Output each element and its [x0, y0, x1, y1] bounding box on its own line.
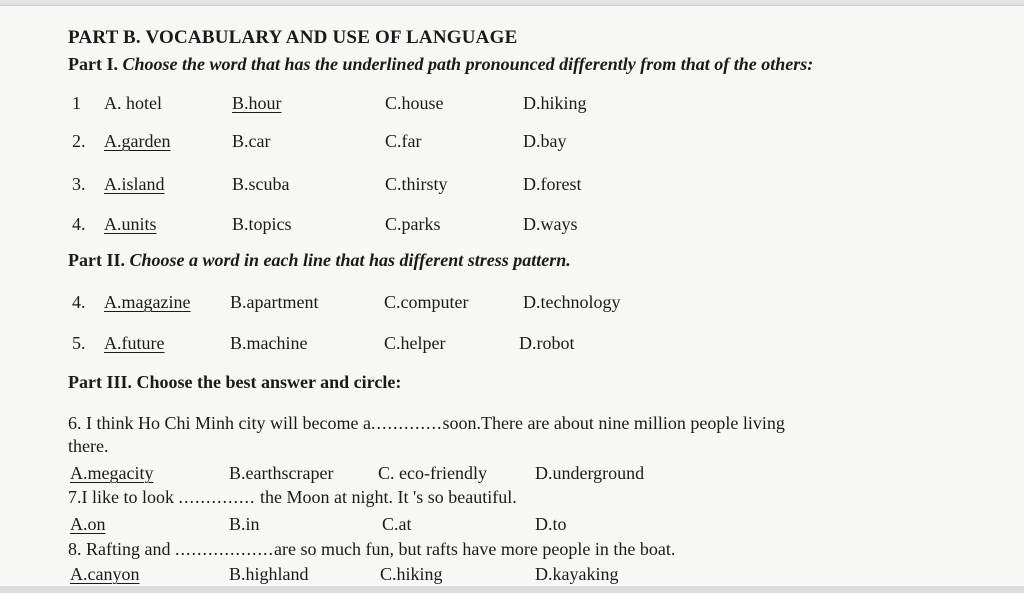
option-d[interactable]: D.forest	[523, 174, 582, 194]
option-d[interactable]: D.technology	[523, 292, 621, 312]
stem-end: the Moon at night. It 's so beautiful.	[260, 487, 517, 507]
option-b[interactable]: B.earthscraper	[229, 463, 334, 483]
question-number: 4.	[72, 214, 86, 234]
option-d[interactable]: D.ways	[523, 214, 578, 234]
option-c[interactable]: C.hiking	[380, 564, 443, 584]
option-a[interactable]: A.island	[104, 174, 165, 194]
option-b[interactable]: B.car	[232, 131, 271, 151]
option-d[interactable]: D.to	[535, 514, 567, 534]
option-b[interactable]: B.apartment	[230, 292, 319, 312]
option-a[interactable]: A.units	[104, 214, 157, 234]
question-number: 4.	[72, 292, 86, 312]
part1-heading: Part I.	[68, 54, 118, 74]
option-a[interactable]: A.magazine	[104, 292, 191, 312]
option-d[interactable]: D.hiking	[523, 93, 587, 113]
stem-end: are so much fun, but rafts have more people in the boat.	[273, 539, 676, 559]
section-title: PART B. VOCABULARY AND USE OF LANGUAGE	[68, 27, 518, 48]
answer-blank[interactable]: .............	[370, 413, 443, 433]
option-a[interactable]: A.garden	[104, 131, 171, 151]
question-stem	[68, 539, 675, 560]
stem-start: 6. I think Ho Chi Minh city will become a	[68, 413, 371, 433]
stem-start: 8. Rafting and	[68, 539, 171, 559]
option-d[interactable]: D.robot	[519, 333, 575, 353]
option-a[interactable]: A.megacity	[70, 463, 154, 483]
part1-instruction-text: Choose the word that has the underlined path pronounced differently from that of the others:	[122, 54, 814, 74]
stem-start: 7.I like to look	[68, 487, 174, 507]
option-b[interactable]: B.topics	[232, 214, 292, 234]
option-b[interactable]: B.in	[229, 514, 260, 534]
stem-continuation: there.	[68, 436, 109, 456]
option-d[interactable]: D.bay	[523, 131, 567, 151]
option-b[interactable]: B.highland	[229, 564, 309, 584]
option-a[interactable]: A.future	[104, 333, 165, 353]
option-a[interactable]: A. hotel	[104, 93, 162, 113]
option-a[interactable]: A.on	[70, 514, 106, 534]
part2-heading: Part II.	[68, 250, 125, 270]
option-c[interactable]: C.at	[382, 514, 412, 534]
worksheet-page	[0, 6, 1024, 586]
option-c[interactable]: C. eco-friendly	[378, 463, 487, 483]
option-d[interactable]: D.kayaking	[535, 564, 619, 584]
part1-instruction	[68, 54, 813, 75]
option-c[interactable]: C.thirsty	[385, 174, 448, 194]
stem-end: soon.There are about nine million people living	[442, 413, 785, 433]
question-number: 1	[72, 93, 81, 113]
question-number: 2.	[72, 131, 86, 151]
option-b[interactable]: B.machine	[230, 333, 308, 353]
option-c[interactable]: C.helper	[384, 333, 446, 353]
option-c[interactable]: C.computer	[384, 292, 469, 312]
part2-instruction	[68, 250, 571, 271]
question-stem	[68, 413, 785, 434]
option-c[interactable]: C.house	[385, 93, 444, 113]
answer-blank[interactable]: ..................	[174, 539, 274, 559]
option-c[interactable]: C.far	[385, 131, 422, 151]
part2-instruction-text: Choose a word in each line that has different stress pattern.	[129, 250, 571, 270]
page-edge	[0, 586, 1024, 593]
option-a[interactable]: A.canyon	[70, 564, 140, 584]
option-c[interactable]: C.parks	[385, 214, 441, 234]
question-stem	[68, 487, 517, 508]
question-number: 3.	[72, 174, 86, 194]
question-number: 5.	[72, 333, 86, 353]
option-b[interactable]: B.hour	[232, 93, 282, 113]
part3-heading: Part III. Choose the best answer and circle:	[68, 372, 402, 392]
option-b[interactable]: B.scuba	[232, 174, 290, 194]
answer-blank[interactable]: ..............	[178, 487, 256, 507]
option-d[interactable]: D.underground	[535, 463, 645, 483]
